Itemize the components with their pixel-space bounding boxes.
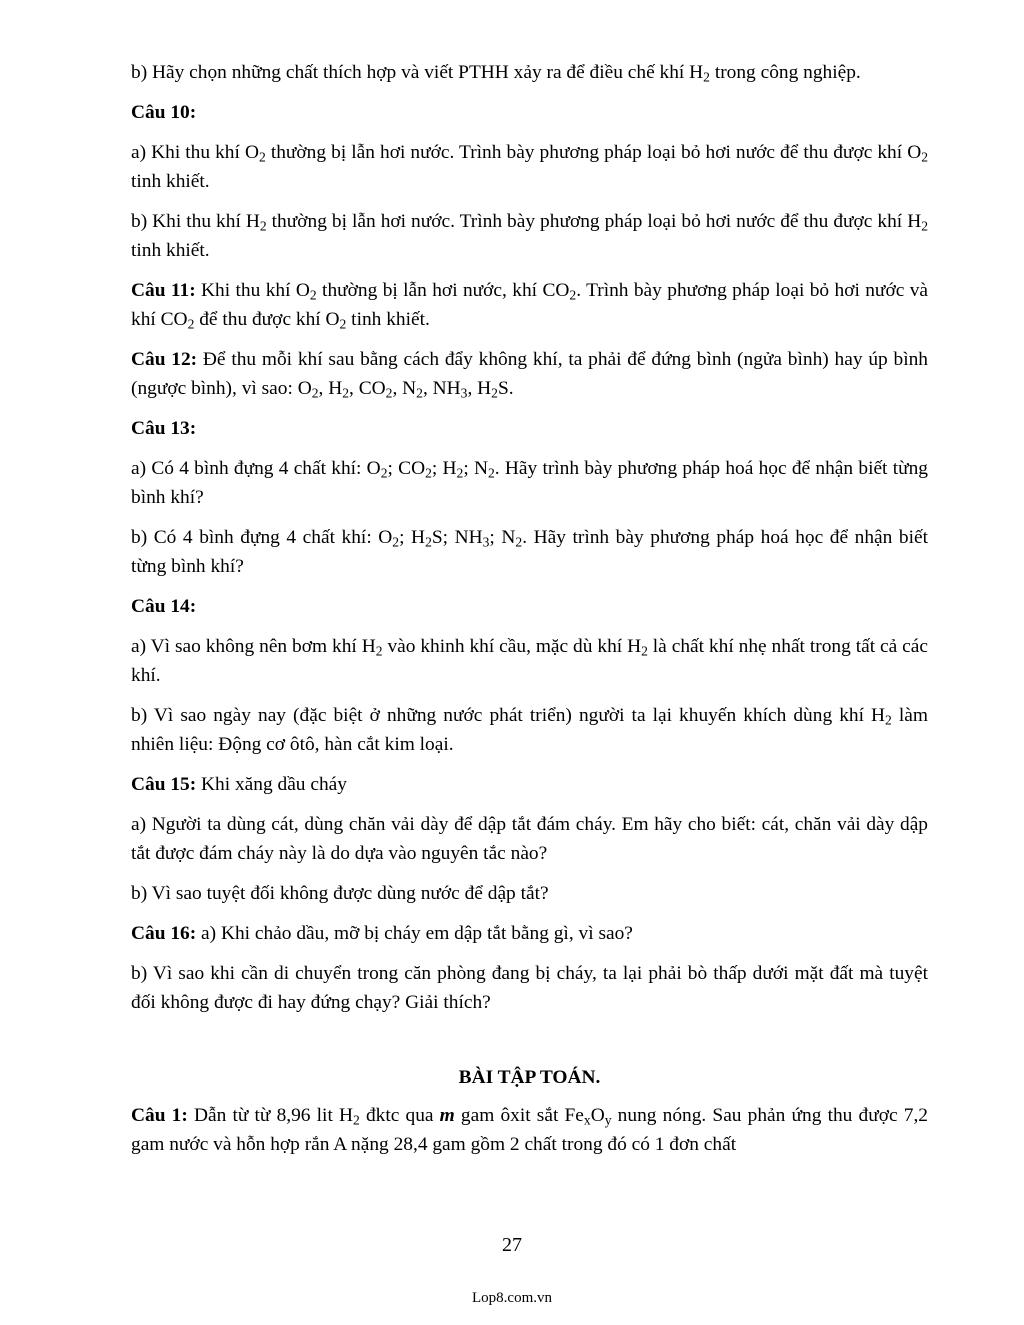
question-label: Câu 14: [131,596,197,617]
question-paragraph: a) Khi thu khí $O_2$ thường bị lẫn hơi nước. Trình bày phương pháp loại bỏ hơi nước để thu được khí $O_2$ tinh khiết. [131,142,929,192]
question-paragraph: a) Vì sao không nên bơm khí $H_2$ vào khinh khí cầu, mặc dù khí $H_2$ là chất khí nhẹ nhất trong tất cả các khí. [131,636,928,686]
question-paragraph: Câu 16: a) Khi chảo dầu, mỡ bị cháy em dập tắt bằng gì, vì sao? [131,923,633,944]
question-paragraph: b) Hãy chọn những chất thích hợp và viết PTHH xảy ra để điều chế khí $H_2$ trong công nghiệp. [131,62,861,85]
question-paragraph: b) Vì sao khi cần di chuyển trong căn phòng đang bị cháy, ta lại phải bò thấp dưới mặt đất mà tuyệt đối không được đi hay đứng chạy? Giải thích? [131,963,928,1013]
question-paragraph: b) Khi thu khí $H_2$ thường bị lẫn hơi nước. Trình bày phương pháp loại bỏ hơi nước để thu được khí $H_2$ tinh khiết. [131,211,928,261]
question-label: Câu 1: [131,1105,188,1126]
question-paragraph [131,592,928,621]
math-exercise-list [131,1101,928,1159]
question-label: Câu 10: [131,102,197,123]
question-list [131,58,928,1017]
question-label: Câu 16: [131,923,197,944]
question-paragraph: Câu 12: Để thu mỗi khí sau bằng cách đẩy không khí, ta phải để đứng bình (ngửa bình) hay úp bình (ngược bình), vì sao: $O_2$, $H_2$, $CO_2$, $N_2$, $NH_3$, $H_2S$. [131,349,928,401]
question-paragraph: Câu 15: Khi xăng dầu cháy [131,774,347,795]
question-label: Câu 12: [131,349,198,370]
question-label: Câu 11: [131,280,196,301]
footer-site: Lop8.com.vn [472,1290,552,1306]
exercise-paragraph: Câu 1: Dẫn từ từ 8,96 lit $H_2$ đktc qua m gam ôxit sắt $Fe_xO_y$ nung nóng. Sau phản ứng thu được 7,2 gam nước và hỗn hợp rắn A nặng 28,4 gam gồm 2 chất trong đó có 1 đơn chất [131,1105,928,1155]
question-paragraph: b) Vì sao ngày nay (đặc biệt ở những nước phát triển) người ta lại khuyến khích dùng khí $H_2$ làm nhiên liệu: Động cơ ôtô, hàn cắt kim loại. [131,705,928,755]
section-title: BÀI TẬP TOÁN. [458,1067,601,1088]
document-body [131,58,928,1170]
question-paragraph: b) Vì sao tuyệt đối không được dùng nước để dập tắt? [131,883,549,904]
question-paragraph: Câu 11: Khi thu khí $O_2$ thường bị lẫn hơi nước, khí $CO_2$. Trình bày phương pháp loại bỏ hơi nước và khí $CO_2$ để thu được khí $O_2$ tinh khiết. [131,280,928,332]
page-number: 27 [502,1234,522,1256]
question-paragraph [131,98,928,127]
question-paragraph: a) Người ta dùng cát, dùng chăn vải dày để dập tắt đám cháy. Em hãy cho biết: cát, chăn vải dày dập tắt được đám cháy này là do dựa vào nguyên tắc nào? [131,814,928,864]
question-label: Câu 15: [131,774,197,795]
question-paragraph [131,414,928,443]
question-paragraph: a) Có 4 bình đựng 4 chất khí: $O_2$; $CO_2$; $H_2$; $N_2$. Hãy trình bày phương pháp hoá học để nhận biết từng bình khí? [131,458,928,508]
question-paragraph: b) Có 4 bình đựng 4 chất khí: $O_2$; $H_2S$; $NH_3$; $N_2$. Hãy trình bày phương pháp hoá học để nhận biết từng bình khí? [131,527,928,577]
question-label: Câu 13: [131,418,197,439]
